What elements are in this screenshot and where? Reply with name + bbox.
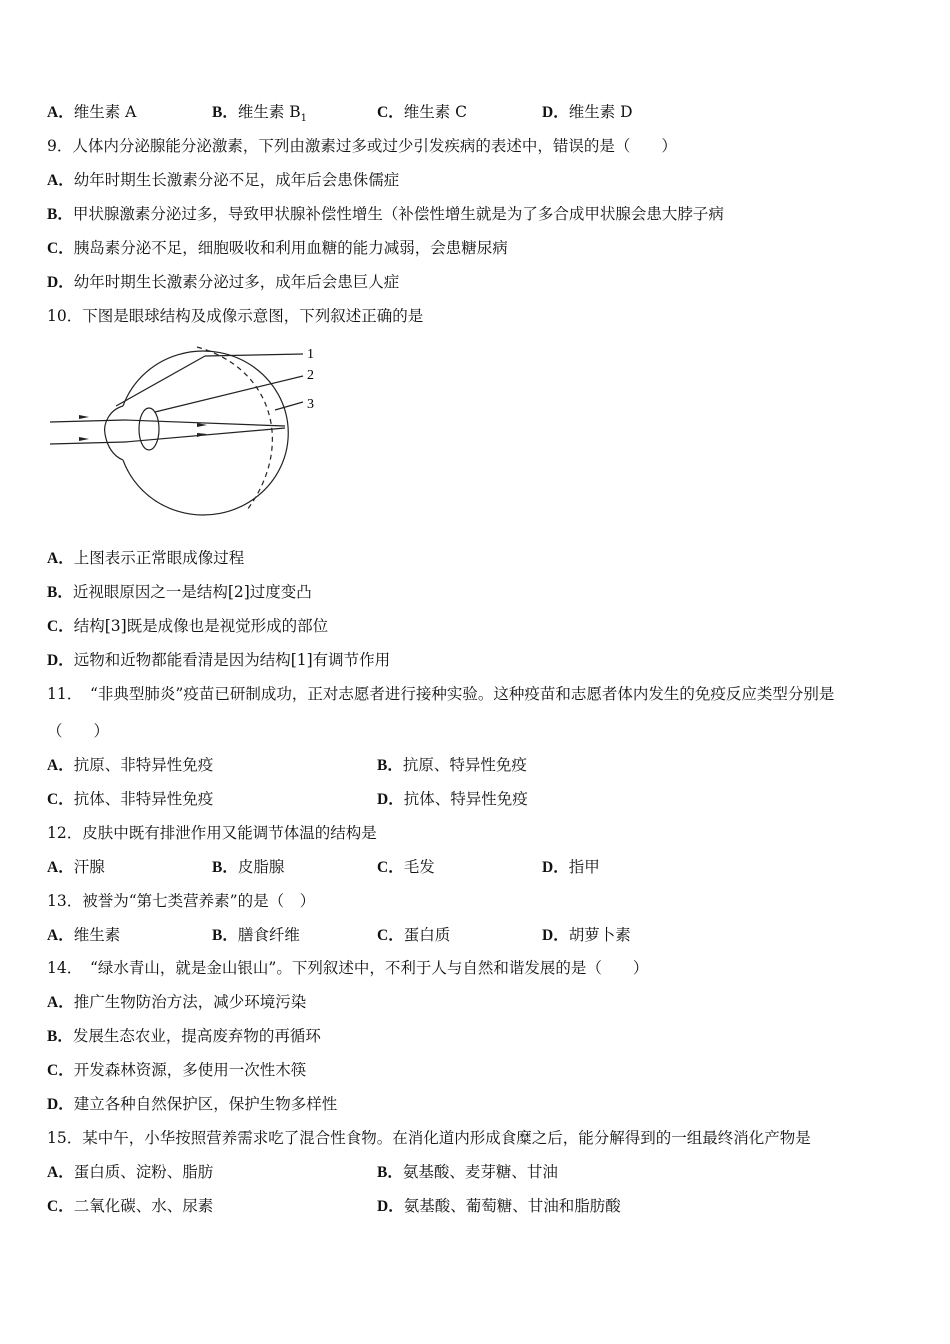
q11-stem-cont: （ ） [47, 722, 110, 740]
q10-option-a: A．上图表示正常眼成像过程 [47, 549, 245, 567]
q9-stem: 9．人体内分泌腺能分泌激素，下列由激素过多或过少引发疾病的表述中，错误的是（ ） [47, 137, 677, 155]
retina-dashed [197, 347, 272, 510]
cornea [105, 406, 123, 460]
q10-stem: 10．下图是眼球结构及成像示意图，下列叙述正确的是 [47, 307, 424, 325]
q15-option-d: D．氨基酸、葡萄糖、甘油和脂肪酸 [377, 1197, 621, 1215]
eye-diagram [45, 338, 335, 518]
q13-option-d: D．胡萝卜素 [542, 926, 631, 944]
q15-option-c: C．二氧化碳、水、尿素 [47, 1197, 214, 1215]
figure-label-1: 1 [307, 347, 314, 362]
q10-option-c: C．结构[3]既是成像也是视觉形成的部位 [47, 617, 329, 635]
q10-option-b: B．近视眼原因之一是结构[2]过度变凸 [47, 583, 312, 601]
q9-option-d: D．幼年时期生长激素分泌过多，成年后会患巨人症 [47, 273, 400, 291]
q14-option-d: D．建立各种自然保护区，保护生物多样性 [47, 1095, 338, 1113]
q8-option-b: B．维生素 $B_1$ [212, 103, 308, 125]
q11-option-d: D．抗体、特异性免疫 [377, 790, 528, 808]
q12-option-a: A．汗腺 [47, 858, 105, 876]
q15-stem: 15．某中午，小华按照营养需求吃了混合性食物。在消化道内形成食糜之后，能分解得到的一组最终消化产物是 [47, 1129, 811, 1147]
q13-option-b: B．膳食纤维 [212, 926, 300, 944]
q13-option-c: C．蛋白质 [377, 926, 451, 944]
q15-option-b: B．氨基酸、麦芽糖、甘油 [377, 1163, 558, 1181]
q14-option-a: A．推广生物防治方法，减少环境污染 [47, 993, 307, 1011]
ray-arrow-1 [79, 415, 89, 419]
q14-stem: 14． “绿水青山，就是金山银山”。下列叙述中，不利于人与自然和谐发展的是（ ） [47, 959, 649, 977]
eyeball-outline [123, 351, 288, 515]
q13-stem: 13．被誉为“第七类营养素”的是（ ） [47, 892, 316, 910]
q14-option-b: B．发展生态农业，提高废弃物的再循环 [47, 1027, 321, 1045]
q12-stem: 12．皮肤中既有排泄作用又能调节体温的结构是 [47, 824, 377, 842]
q8-option-a: A．维生素 A [47, 103, 137, 121]
q15-option-a: A．蛋白质、淀粉、脂肪 [47, 1163, 214, 1181]
q12-option-c: C．毛发 [377, 858, 435, 876]
q9-option-c: C．胰岛素分泌不足，细胞吸收和利用血糖的能力减弱，会患糖尿病 [47, 239, 508, 257]
q13-option-a: A．维生素 [47, 926, 121, 944]
q11-option-c: C．抗体、非特异性免疫 [47, 790, 214, 808]
figure-label-3: 3 [307, 397, 314, 412]
q11-option-a: A．抗原、非特异性免疫 [47, 756, 214, 774]
q12-option-b: B．皮脂腺 [212, 858, 285, 876]
q14-option-c: C．开发森林资源，多使用一次性木筷 [47, 1061, 307, 1079]
q9-option-b: B．甲状腺激素分泌过多，导致甲状腺补偿性增生（补偿性增生就是为了多合成甲状腺会患大脖子病 [47, 205, 724, 223]
lens [139, 408, 159, 450]
q11-stem: 11． “非典型肺炎”疫苗已研制成功，正对志愿者进行接种实验。这种疫苗和志愿者体内发生的免疫反应类型分别是 [47, 685, 835, 703]
q11-option-b: B．抗原、特异性免疫 [377, 756, 527, 774]
ray-arrow-2 [79, 437, 89, 441]
figure-label-2: 2 [307, 368, 314, 383]
q8-option-d: D．维生素 D [542, 103, 633, 121]
q12-option-d: D．指甲 [542, 858, 600, 876]
q8-option-c: C．维生素 C [377, 103, 467, 121]
q9-option-a: A．幼年时期生长激素分泌不足，成年后会患侏儒症 [47, 171, 400, 189]
q10-option-d: D．远物和近物都能看清是因为结构[1]有调节作用 [47, 651, 391, 669]
